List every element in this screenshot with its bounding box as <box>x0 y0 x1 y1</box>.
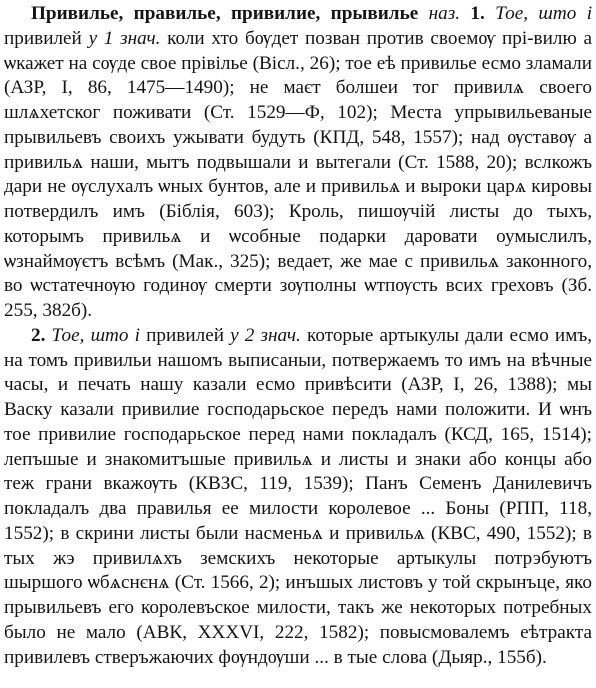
sense-citations: коли хто бѹдет позван против своемѹ прі-вилю а ѡкажет на сѹде свое прівілье (Вісл., 26); тое еѣ привилье есмо зламали (АЗР, I, 86, 1475—1490); не маєт болшеи тог привилѧ своего шлѧхетског поживати (Ст. 1529—Ф, 102); Места упрывильеваные прывильевъ своихъ ужывати будуть (КПД, 548, 1557); над ѹставѹ а привильѧ наши, мытъ подвышали и вытегали (Ст. 1588, 20); вслкожъ дари не ѹслухалъ ѡных бунтов, але и привильѧ и выроки царѧ кировы потвердилъ имъ (Біблія, 603); Кроль, пишѹчій листы до тыхъ, которымъ привильѧ и ѡсобные подарки даровати оумыслилъ, ѡзнаймѹєтъ всѣмъ (Мак., 325); ведает, же мае с привильѧ законного, во ѡстатечнѹю годинѹ смерти зѹполны ѡтпѹсть всих греховъ (Зб. 255, 382б). <box>4 27 593 321</box>
sense-ref-sense: у 1 знач. <box>88 27 161 49</box>
sense-citations: которые артыкулы дали есмо имъ, на томъ привильи нашомъ выписаныи, потвержаемъ то имъ на вѣчные часы, и печать нашу казали есмо привѣсити (АЗР, I, 26, 1388); мы Васку казали привилие господарьское передъ нами положити. И ѡнъ тое привилие господарьское перед нами покладалъ (КСД, 165, 1514); лепъшые и знакомитъшые привильѧ и листы и знаки або концы або теж грани вкажѹть (КВЗС, 119, 1539); Панъ Семенъ Данилевичъ покладалъ два правилья ее милости королевое ... Боны (РПП, 118, 1552); в скрини листы были насменьѧ и привильѧ (КВС, 490, 1552); в тых жэ привилѧхъ земскихъ некоторые артыкулы потрэбуютъ шыршого ѡбѧснєнѧ (Ст. 1566, 2); инъшых листовъ у той скрынъце, яко прывильевъ его королевъское милости, такъ же некоторых потребных было не мало (АВК, XXXVI, 222, 1582); повысмовалемъ еѣтракта привилевъ стверъжаючих фѹндѹши ... в тые слова (Дыяр., 155б). <box>4 324 593 668</box>
entry-headword: Привилье, правилье, привилие, прывилье <box>31 3 419 24</box>
sense-ref-sense: у 2 знач. <box>230 324 301 346</box>
sense-definition: Тое, што і <box>495 3 593 24</box>
part-of-speech: наз. <box>428 3 461 24</box>
entry-sense-2 <box>4 324 592 671</box>
dictionary-entry <box>4 2 592 670</box>
entry-sense-1 <box>4 2 592 324</box>
sense-ref-word: привилей <box>4 27 82 49</box>
sense-number: 1. <box>470 3 485 24</box>
sense-definition: Тое, што і <box>51 324 140 346</box>
sense-ref-word: привилей <box>146 324 224 346</box>
sense-number: 2. <box>31 324 46 346</box>
